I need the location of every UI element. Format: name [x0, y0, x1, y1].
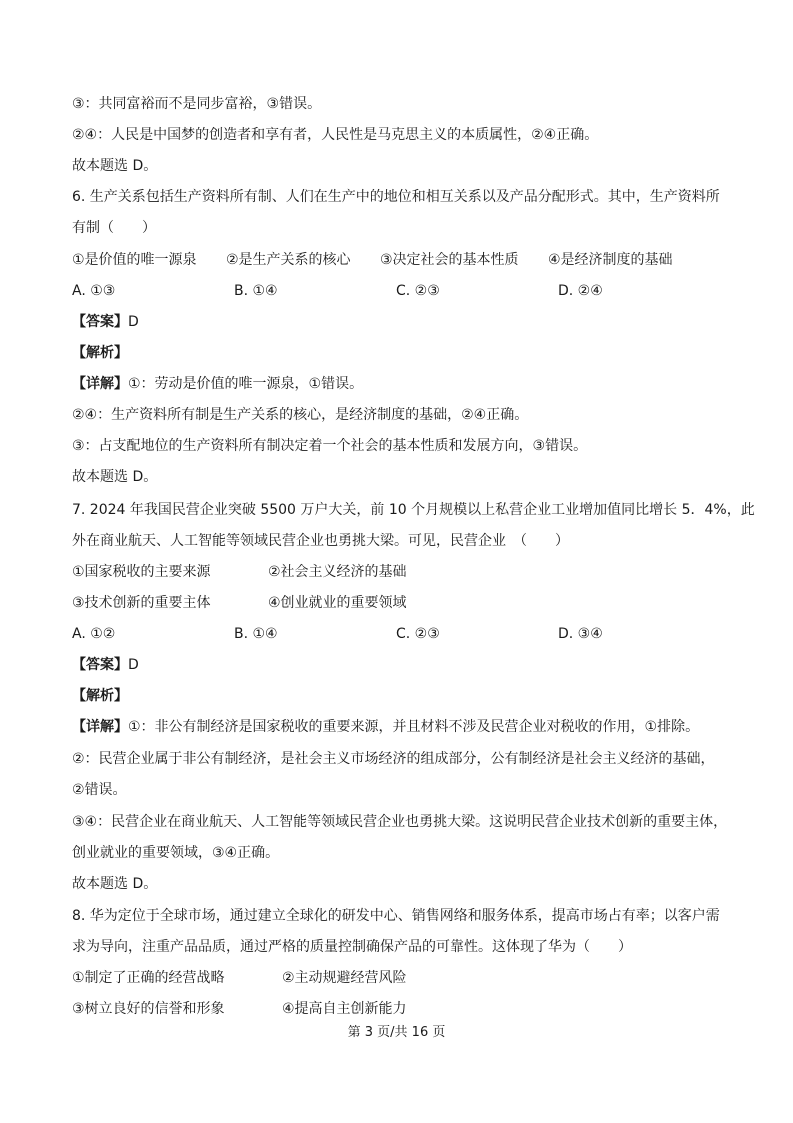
q8-item-3: ③树立良好的信誉和形象 [72, 1001, 225, 1017]
q7-item-4: ④创业就业的重要领域 [268, 595, 407, 611]
q6-option-b: B. ①④ [234, 283, 278, 299]
q7-analysis-tag [72, 686, 128, 706]
detail-tag: 【详解】 [72, 376, 128, 392]
text-line: ②④：人民是中国梦的创造者和享有者，人民性是马克思主义的本质属性，②④正确。 [72, 127, 599, 143]
q6-option-c: C. ②③ [396, 283, 440, 299]
q6-item-3: ③决定社会的基本性质 [380, 252, 519, 268]
detail-text: ①：非公有制经济是国家税收的重要来源，并且材料不涉及民营企业对税收的作用，①排除。 [128, 719, 700, 735]
q6-item-2: ②是生产关系的核心 [226, 252, 351, 268]
question-7-stem: 7. 2024 年我国民营企业突破 5500 万户大关，前 10 个月规模以上私营企业工业增加值同比增长 5．4%，此 [72, 502, 755, 518]
q6-item-4: ④是经济制度的基础 [548, 252, 673, 268]
q7-detail-3: ③④：民营企业在商业航天、人工智能等领域民营企业也勇挑大梁。这说明民营企业技术创新的重要主体， [72, 814, 728, 830]
q6-detail-1 [72, 374, 363, 394]
question-6-stem: 6. 生产关系包括生产资料所有制、人们在生产中的地位和相互关系以及产品分配形式。其中，生产资料所 [72, 189, 720, 205]
detail-text: ①：劳动是价值的唯一源泉，①错误。 [128, 376, 364, 392]
q6-detail-2: ②④：生产资料所有制是生产关系的核心，是经济制度的基础，②④正确。 [72, 407, 529, 423]
q8-item-4: ④提高自主创新能力 [282, 1001, 407, 1017]
q6-conclusion: 故本题选 D。 [72, 469, 158, 485]
q8-item-1: ①制定了正确的经营战略 [72, 970, 225, 986]
question-6-stem-cont: 有制（ ） [72, 220, 156, 236]
analysis-tag: 【解析】 [72, 688, 128, 704]
page-footer: 第 3 页/共 16 页 [347, 1025, 446, 1040]
q7-conclusion: 故本题选 D。 [72, 876, 158, 892]
q6-item-1: ①是价值的唯一源泉 [72, 252, 197, 268]
q7-item-3: ③技术创新的重要主体 [72, 595, 211, 611]
q7-detail-1 [72, 717, 699, 737]
question-8-stem: 8. 华为定位于全球市场，通过建立全球化的研发中心、销售网络和服务体系，提高市场占有率；以客户需 [72, 908, 720, 924]
question-8-stem-cont: 求为导向，注重产品品质，通过严格的质量控制确保产品的可靠性。这体现了华为（ ） [72, 939, 632, 955]
q6-detail-3: ③：占支配地位的生产资料所有制决定着一个社会的基本性质和发展方向，③错误。 [72, 438, 588, 454]
q7-detail-2-cont: ②错误。 [72, 782, 127, 798]
answer-value: D [128, 657, 139, 673]
detail-tag: 【详解】 [72, 719, 128, 735]
q7-option-c: C. ②③ [396, 626, 440, 642]
analysis-tag: 【解析】 [72, 345, 128, 361]
q7-detail-3-cont: 创业就业的重要领域，③④正确。 [72, 845, 280, 861]
text-line: ③：共同富裕而不是同步富裕，③错误。 [72, 96, 322, 112]
answer-value: D [128, 314, 139, 330]
q7-answer-line [72, 655, 139, 675]
question-7-stem-cont: 外在商业航天、人工智能等领域民营企业也勇挑大梁。可见，民营企业 （ ） [72, 533, 569, 549]
q6-option-d: D. ②④ [558, 283, 603, 299]
answer-tag: 【答案】 [72, 314, 128, 330]
q6-answer-line [72, 312, 139, 332]
q7-option-b: B. ①④ [234, 626, 278, 642]
text-line: 故本题选 D。 [72, 158, 158, 174]
q7-item-2: ②社会主义经济的基础 [268, 564, 407, 580]
q6-option-a: A. ①③ [72, 283, 116, 299]
answer-tag: 【答案】 [72, 657, 128, 673]
q8-item-2: ②主动规避经营风险 [282, 970, 407, 986]
q7-item-1: ①国家税收的主要来源 [72, 564, 211, 580]
q7-detail-2: ②：民营企业属于非公有制经济，是社会主义市场经济的组成部分，公有制经济是社会主义经济的基础， [72, 751, 715, 767]
q6-analysis-tag [72, 343, 128, 363]
q7-option-a: A. ①② [72, 626, 116, 642]
q7-option-d: D. ③④ [558, 626, 603, 642]
